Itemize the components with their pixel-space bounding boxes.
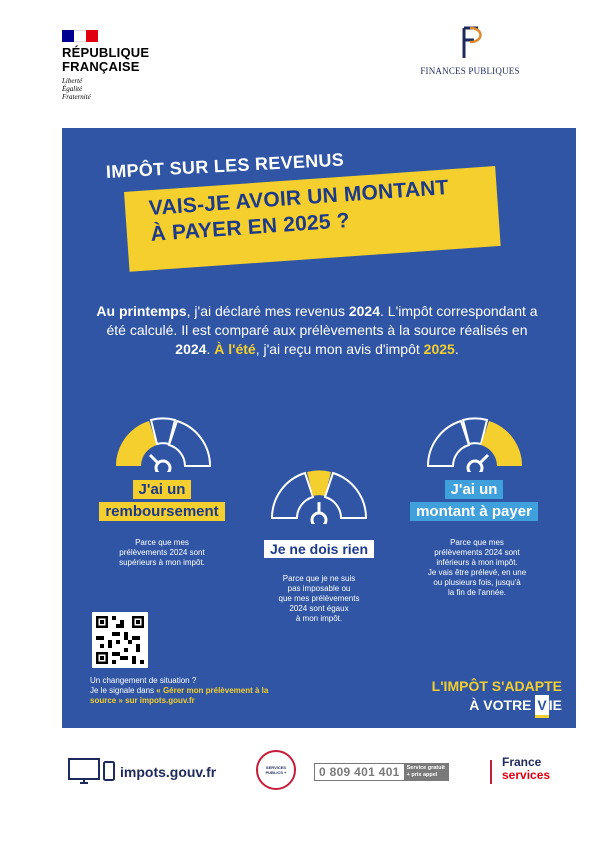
poster xyxy=(62,128,576,728)
gauge-nothing-icon xyxy=(264,462,374,524)
phone-tag: Service gratuit + prix appel xyxy=(404,764,448,780)
france-services-logo: France services xyxy=(502,755,551,782)
text-nothing: Parce que je ne suis pas imposable ou que mes prélèvements 2024 sont égaux à mon impôt. xyxy=(278,574,360,623)
fp-label: FINANCES PUBLIQUES xyxy=(420,66,520,76)
gauge-pay-icon xyxy=(420,410,530,472)
rf-motto: Liberté Égalité Fraternité xyxy=(62,77,91,101)
french-flag-icon xyxy=(62,30,98,42)
republique-francaise-logo xyxy=(62,30,182,101)
gauge-refund-icon xyxy=(108,410,218,472)
impots-site-link[interactable]: impots.gouv.fr xyxy=(120,764,217,780)
poster-subtitle: IMPÔT SUR LES REVENUS xyxy=(105,149,345,182)
label-pay: J'ai un montant à payer xyxy=(394,480,554,524)
rf-name-line1: RÉPUBLIQUE xyxy=(62,45,150,60)
finances-publiques-logo xyxy=(400,24,540,76)
label-refund: J'ai un remboursement xyxy=(82,480,242,524)
text-refund: Parce que mes prélèvements 2024 sont supérieurs à mon impôt. xyxy=(119,538,205,567)
rf-name-line2: FRANÇAISE xyxy=(62,59,140,74)
label-nothing: Je ne dois rien xyxy=(244,540,394,561)
phone-box xyxy=(314,763,449,781)
france-services-separator xyxy=(490,760,492,784)
qr-code[interactable] xyxy=(92,612,148,668)
fp-monogram-icon xyxy=(450,24,490,60)
computer-monitor-icon xyxy=(68,758,116,790)
text-pay: Parce que mes prélèvements 2024 sont inférieurs à mon impôt. Je vais être prélevé, en une ou plusieurs fois, jusqu'à la fin de l'année. xyxy=(427,538,527,597)
services-publics-badge: SERVICES PUBLICS + xyxy=(256,750,296,790)
poster-title: VAIS-JE AVOIR UN MONTANT À PAYER EN 2025 ? xyxy=(148,176,450,246)
slogan: L'IMPÔT S'ADAPTE À VOTRE V IE xyxy=(362,677,562,718)
change-situation-text: Un changement de situation ? Je le signale dans « Gérer mon prélèvement à la source » sur impots.gouv.fr xyxy=(90,676,269,705)
intro-paragraph: Au printemps, j'ai déclaré mes revenus 2024. L'impôt correspondant a été calculé. Il est comparé aux prélèvements à la source réalisés en 2024. À l'été, j'ai reçu mon avis d'impôt 2025. xyxy=(96,303,538,357)
footer xyxy=(62,750,576,800)
phone-number[interactable]: 0 809 401 401 xyxy=(319,765,400,779)
gerer-prelevement-link[interactable]: « Gérer mon prélèvement à la source » sur impots.gouv.fr xyxy=(90,686,269,705)
